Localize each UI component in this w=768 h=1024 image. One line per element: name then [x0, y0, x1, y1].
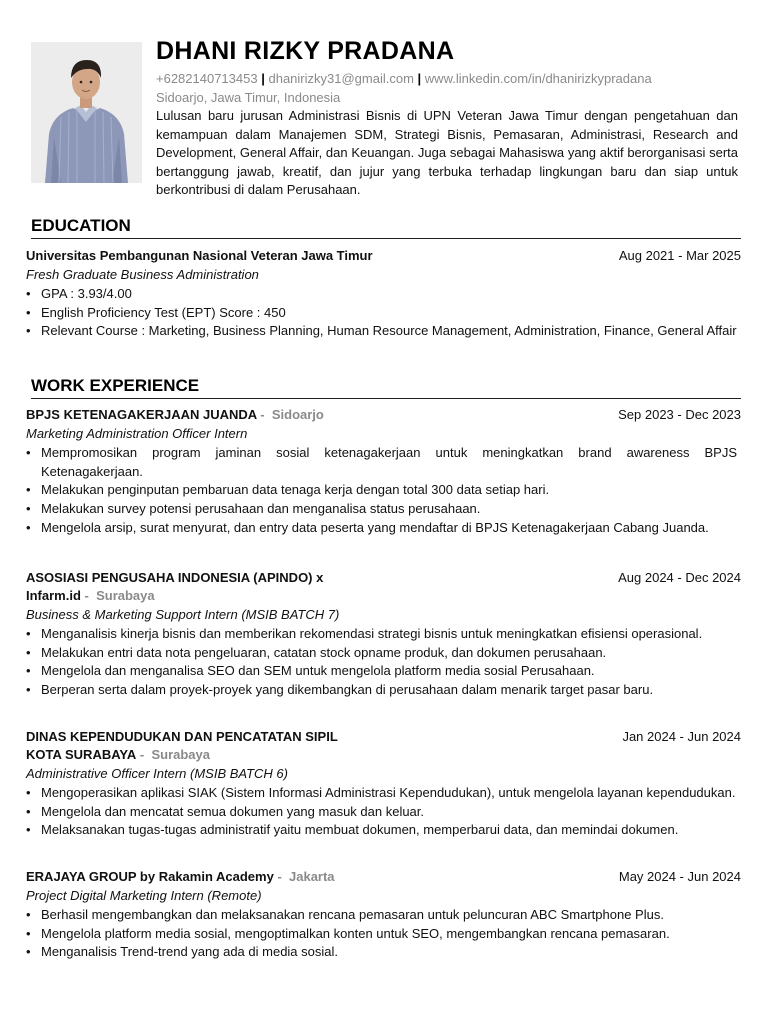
- email-link[interactable]: dhanirizky31@gmail.com: [268, 71, 414, 86]
- list-item: • Mempromosikan program jaminan sosial ketenagakerjaan untuk meningkatkan brand awareness BPJS Ketenagakerjaan.: [26, 444, 741, 481]
- job-entry: ERAJAYA GROUP by Rakamin Academy - Jakarta May 2024 - Jun 2024 Project Digital Marketing Intern (Remote) • Berhasil mengembangkan dan melaksanakan rencana pemasaran untuk peluncuran ABC Smartphone Plus. • Mengelola platform media sosial, mengoptimalkan konten untuk SEO, mengembangkan rencana pemasaran. • Menganalisis Trend-trend yang ada di media sosial.: [26, 868, 741, 962]
- separator: |: [417, 71, 422, 86]
- job-bullets: [26, 625, 741, 700]
- job-bullets: [26, 784, 741, 840]
- list-item: • Melaksanakan tugas-tugas administratif yaitu membuat dokumen, memperbarui data, dan memindai dokumen.: [26, 821, 741, 840]
- education-bullets: [26, 285, 741, 341]
- job-location: Surabaya: [151, 747, 210, 762]
- job-entry: DINAS KEPENDUDUKAN DAN PENCATATAN SIPIL Jan 2024 - Jun 2024 KOTA SURABAYA - Surabaya Administrative Officer Intern (MSIB BATCH 6) • Mengoperasikan aplikasi SIAK (Sistem Informasi Administrasi Kependudukan), untuk mengelola layanan kependudukan. • Mengelola dan mencatat semua dokumen yang masuk dan keluar. • Melaksanakan tugas-tugas administratif yaitu membuat dokumen, memperbarui data, dan memindai dokumen.: [26, 728, 741, 840]
- separator: |: [261, 71, 265, 86]
- list-item: • Melakukan penginputan pembaruan data tenaga kerja dengan total 300 data setiap hari.: [26, 481, 741, 500]
- list-item: • Mengelola arsip, surat menyurat, dan entry data peserta yang mendaftar di BPJS Ketenagakerjaan Cabang Juanda.: [26, 519, 741, 538]
- job-bullets: [26, 906, 741, 962]
- list-item: • Menganalisis Trend-trend yang ada di media sosial.: [26, 943, 741, 962]
- person-photo-illustration: [31, 42, 142, 183]
- linkedin-link[interactable]: www.linkedin.com/in/dhanirizkypradana: [424, 71, 652, 86]
- list-item: • English Proficiency Test (EPT) Score : 450: [26, 304, 741, 323]
- candidate-name: DHANI RIZKY PRADANA: [156, 37, 455, 65]
- school-name: Universitas Pembangunan Nasional Veteran Jawa Timur: [26, 248, 373, 263]
- list-item: • GPA : 3.93/4.00: [26, 285, 741, 304]
- profile-photo: [31, 42, 142, 183]
- job-entry: BPJS KETENAGAKERJAAN JUANDA - Sidoarjo Sep 2023 - Dec 2023 Marketing Administration Officer Intern • Mempromosikan program jaminan sosial ketenagakerjaan untuk meningkatkan brand awareness BPJS Ketenagakerjaan. • Melakukan penginputan pembaruan data tenaga kerja dengan total 300 data setiap hari. • Melakukan survey potensi perusahaan dan menganalisa status perusahaan. • Mengelola arsip, surat menyurat, dan entry data peserta yang mendaftar di BPJS Ketenagakerjaan Cabang Juanda.: [26, 406, 741, 538]
- job-date: Aug 2024 - Dec 2024: [618, 570, 741, 585]
- company-name-line2: KOTA SURABAYA: [26, 747, 137, 762]
- company-name: DINAS KEPENDUDUKAN DAN PENCATATAN SIPIL: [26, 729, 338, 744]
- company-name: ASOSIASI PENGUSAHA INDONESIA (APINDO) x: [26, 570, 324, 585]
- location: Sidoarjo, Jawa Timur, Indonesia: [156, 90, 341, 105]
- profile-summary: Lulusan baru jurusan Administrasi Bisnis di UPN Veteran Jawa Timur dengan pengetahuan dan kemampuan dalam Manajemen SDM, Strategi Bisnis, Pemasaran, Administrasi, Research and Development, General Affair, dan Keuangan. Juga sebagai Mahasiswa yang aktif berorganisasi serta bertanggung jawab, kreatif, dan jujur yang terbuka terhadap lingkungan baru dan siap untuk berkontribusi di dalam Perusahaan.: [156, 108, 738, 197]
- job-date: Jan 2024 - Jun 2024: [622, 729, 741, 744]
- list-item: • Melakukan survey potensi perusahaan dan menganalisa status perusahaan.: [26, 500, 741, 519]
- list-item: • Berperan serta dalam proyek-proyek yang dikembangkan di perusahaan dalam menarik target pasar baru.: [26, 681, 741, 700]
- company-name: ERAJAYA GROUP by Rakamin Academy: [26, 869, 274, 884]
- job-role: Business & Marketing Support Intern (MSIB BATCH 7): [26, 607, 340, 622]
- job-role: Administrative Officer Intern (MSIB BATCH 6): [26, 766, 288, 781]
- education-date: Aug 2021 - Mar 2025: [618, 248, 741, 263]
- job-date: May 2024 - Jun 2024: [618, 869, 741, 884]
- list-item: • Menganalisis kinerja bisnis dan memberikan rekomendasi strategi bisnis untuk meningkatkan efisiensi operasional.: [26, 625, 741, 644]
- list-item: • Berhasil mengembangkan dan melaksanakan rencana pemasaran untuk peluncuran ABC Smartphone Plus.: [26, 906, 741, 925]
- contact-line: [156, 69, 738, 88]
- job-bullets: [26, 444, 741, 538]
- job-entry: ASOSIASI PENGUSAHA INDONESIA (APINDO) x Aug 2024 - Dec 2024 Infarm.id - Surabaya Business & Marketing Support Intern (MSIB BATCH 7) • Menganalisis kinerja bisnis dan memberikan rekomendasi strategi bisnis untuk meningkatkan efisiensi operasional. • Melakukan entri data nota pengeluaran, catatan stock opname produk, dan dokumen perusahaan. • Mengelola dan menganalisa SEO dan SEM untuk mengelola platform media sosial Perusahaan. • Berperan serta dalam proyek-proyek yang dikembangkan di perusahaan dalam menarik target pasar baru.: [26, 569, 741, 700]
- job-location: Sidoarjo: [271, 407, 324, 422]
- list-item: • Mengelola dan menganalisa SEO dan SEM untuk mengelola platform media sosial Perusahaan.: [26, 662, 741, 681]
- job-location: Jakarta: [289, 869, 335, 884]
- phone-number[interactable]: +6282140713453: [156, 71, 258, 86]
- list-item: • Mengelola platform media sosial, mengoptimalkan konten untuk SEO, mengembangkan rencana pemasaran.: [26, 925, 741, 944]
- job-location: Surabaya: [96, 588, 155, 603]
- list-item: • Mengoperasikan aplikasi SIAK (Sistem Informasi Administrasi Kependudukan), untuk mengelola layanan kependudukan.: [26, 784, 741, 803]
- list-item: • Mengelola dan mencatat semua dokumen yang masuk dan keluar.: [26, 803, 741, 822]
- degree: Fresh Graduate Business Administration: [26, 267, 259, 282]
- job-date: Sep 2023 - Dec 2023: [618, 407, 741, 422]
- education-heading: EDUCATION: [31, 216, 741, 239]
- work-experience-heading: WORK EXPERIENCE: [31, 376, 741, 399]
- list-item: • Melakukan entri data nota pengeluaran, catatan stock opname produk, dan dokumen perusahaan.: [26, 644, 741, 663]
- resume-header: [156, 36, 738, 200]
- job-role: Project Digital Marketing Intern (Remote): [26, 888, 262, 903]
- company-name: BPJS KETENAGAKERJAAN JUANDA: [26, 407, 257, 422]
- job-role: Marketing Administration Officer Intern: [26, 426, 248, 441]
- company-name-line2: Infarm.id: [26, 588, 81, 603]
- list-item: • Relevant Course : Marketing, Business Planning, Human Resource Management, Administration, Finance, General Affair: [26, 322, 741, 341]
- education-entry: [26, 247, 741, 341]
